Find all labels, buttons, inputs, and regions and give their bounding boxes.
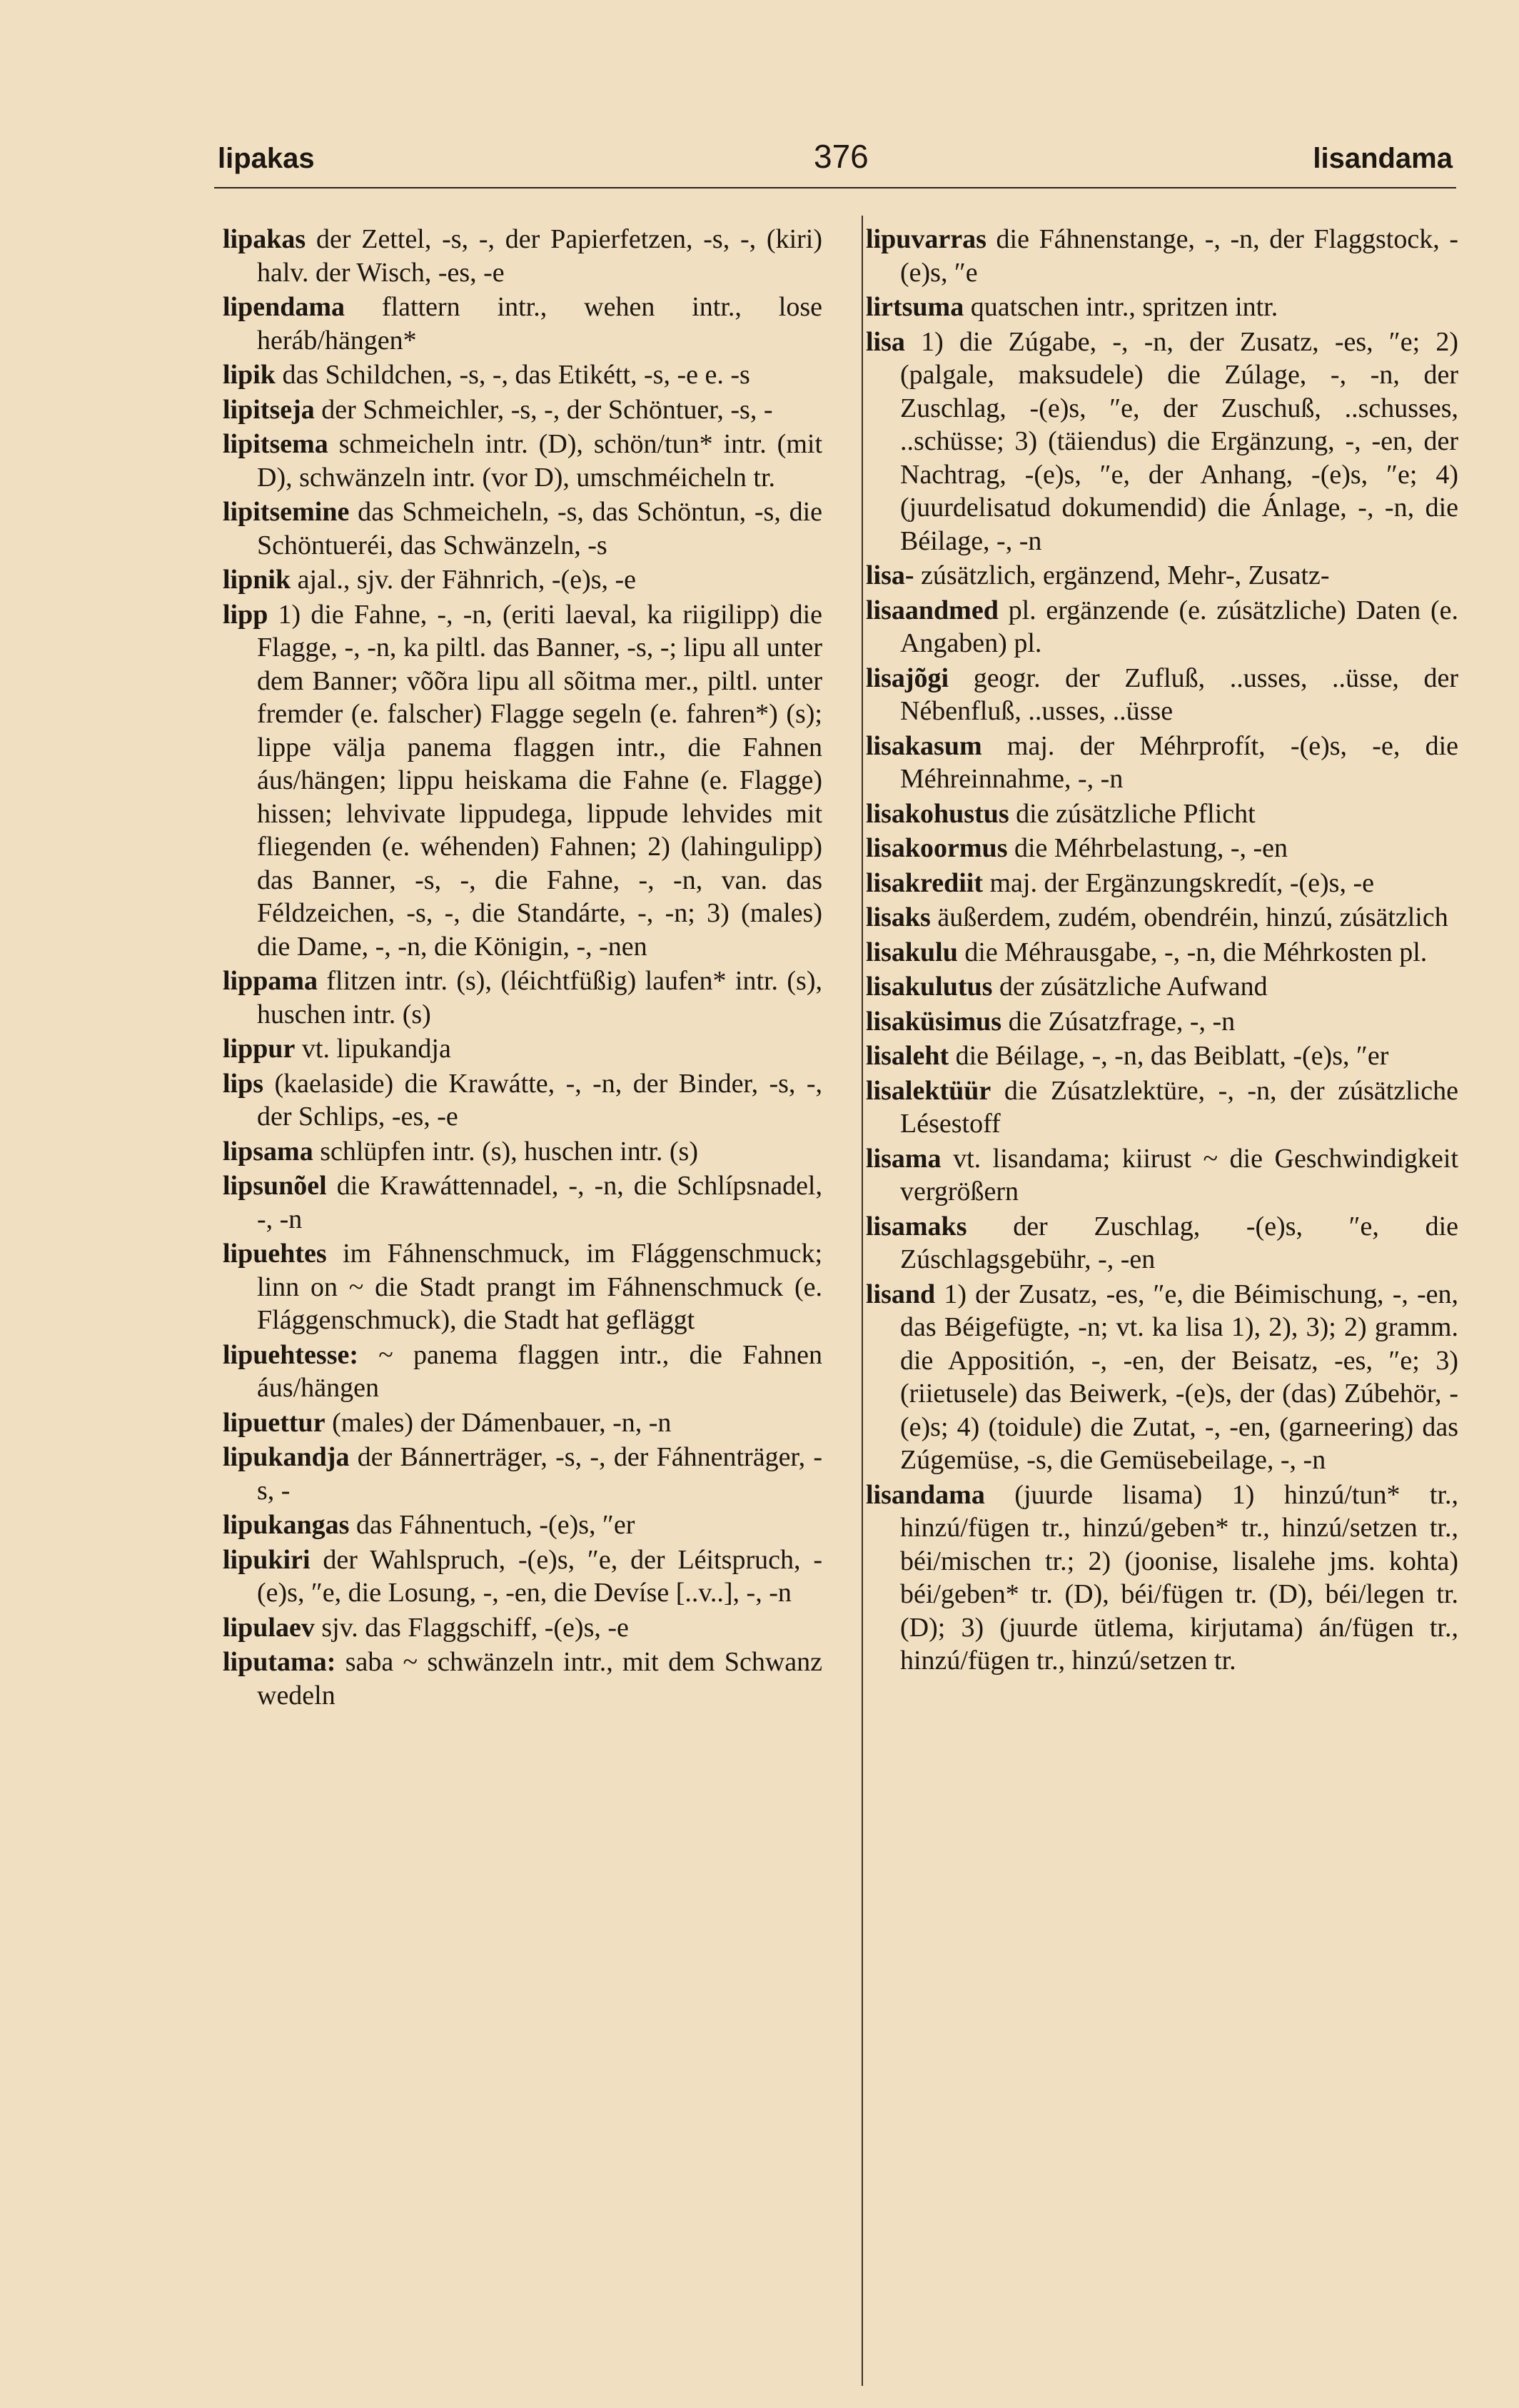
dictionary-entry (223, 563, 822, 597)
entry-definition: maj. der Méhrprofít, -(e)s, -e, die Méhreinnahme, -, -n (900, 730, 1459, 794)
entry-headword: lipsunõel (223, 1171, 327, 1201)
entry-definition: flitzen intr. (s), (léichtfüßig) laufen* intr. (s), huschen intr. (s) (257, 966, 823, 1029)
entry-definition: die Béilage, -, -n, das Beiblatt, -(e)s, ″er (955, 1041, 1389, 1071)
entry-headword: lipsama (223, 1136, 313, 1167)
dictionary-entry (866, 223, 1458, 289)
entry-headword: lisa (866, 326, 905, 357)
entry-definition: vt. lipukandja (301, 1034, 451, 1064)
entry-definition: schlüpfen intr. (s), huschen intr. (s) (320, 1136, 698, 1167)
entry-definition: der Bánnerträger, -s, -, der Fáhnenträger, -s, - (257, 1442, 823, 1506)
dictionary-entry (866, 326, 1458, 558)
entry-headword: lisakoormus (866, 833, 1008, 863)
entry-definition: maj. der Ergänzungskredít, -(e)s, -e (989, 867, 1374, 898)
dictionary-entry (866, 730, 1458, 796)
dictionary-entry (223, 495, 822, 562)
right-column (866, 223, 1458, 1679)
entry-headword: lipuehtesse: (223, 1339, 358, 1370)
entry-headword: lipuvarras (866, 224, 986, 254)
entry-headword: lipnik (223, 565, 291, 595)
entry-headword: lipitseja (223, 394, 315, 425)
entry-definition: 1) die Fahne, -, -n, (eriti laeval, ka riigilipp) die Flagge, -, -n, ka piltl. das Banner, -s, -; lipu all unter dem Banner; võõra lipu all sõitma mer., piltl. unter fremder (e. falscher) Flagge segeln (e. fahren*) (s); lippe välja panema flaggen intr., die Fahnen áus/hängen; lippu heiskama die Fahne (e. Flagge) hissen; lehvivate lippudega, lippude lehvides mit fliegenden (e. wéhenden) Fahnen; 2) (lahingulipp) das Banner, -s, -, die Fahne, -, -n, van. das Féldzeichen, -s, -, die Standárte, -, -n; 3) (males) die Dame, -, -n, die Königin, -, -nen (257, 599, 822, 962)
entry-definition: 1) der Zusatz, -es, ″e, die Béimischung, -, -en, das Béigefügte, -n; vt. ka lisa 1), 2), 3); 2) gramm. die Appositión, -, -en, der Beisatz, -es, ″e; 3) (riietusele) das Beiwerk, -(e)s, der (das) Zúbehör, -(e)s; 4) (toidule) die Zutat, -, -en, (garneering) das Zúgemüse, -s, die Gemüsebeilage, -, -n (900, 1279, 1459, 1475)
entry-headword: lipuettur (223, 1407, 326, 1438)
entry-definition: der Schmeichler, -s, -, der Schöntuer, -s, - (321, 394, 773, 425)
entry-definition: 1) die Zúgabe, -, -n, der Zusatz, -es, ″e; 2) (palgale, maksudele) die Zúlage, -, -n, der Zuschlag, -(e)s, ″e, der Zuschuß, ..schusses, ..schüsse; 3) (täiendus) die Ergänzung, -, -en, der Nachtrag, -(e)s, ″e, der Anhang, -(e)s, ″e; 4) (juurdelisatud dokumendid) die Ánlage, -, -n, die Béilage, -, -n (900, 326, 1459, 556)
entry-headword: lips (223, 1068, 264, 1099)
dictionary-entry (866, 1278, 1458, 1477)
dictionary-entry (866, 1478, 1458, 1678)
entry-headword: lipukandja (223, 1442, 350, 1472)
entry-headword: lisamaks (866, 1211, 967, 1241)
entry-headword: lisaküsimus (866, 1006, 1002, 1037)
dictionary-entry (866, 936, 1458, 969)
header-left-guide-word: lipakas (218, 143, 315, 174)
header-right-guide-word: lisandama (1313, 143, 1453, 174)
entry-headword: lisakulu (866, 937, 958, 967)
entry-definition: pl. ergänzende (e. zúsätzliche) Daten (e. Angaben) pl. (900, 595, 1458, 658)
entry-definition: flattern intr., wehen intr., lose heráb/hängen* (257, 292, 822, 356)
dictionary-entry (223, 1169, 822, 1236)
dictionary-entry (223, 1441, 822, 1507)
entry-definition: die Zúsatzfrage, -, -n (1008, 1006, 1236, 1037)
entry-headword: lipuehtes (223, 1239, 327, 1269)
dictionary-entry (866, 1005, 1458, 1039)
entry-definition: die zúsätzliche Pflicht (1016, 798, 1256, 829)
page-number: 376 (814, 138, 869, 175)
entry-definition: die Méhrausgabe, -, -n, die Méhrkosten pl. (964, 937, 1428, 967)
entry-definition: ~ panema flaggen intr., die Fahnen áus/hängen (257, 1339, 823, 1403)
entry-definition: äußerdem, zudém, obendréin, hinzú, zúsätzlich (937, 902, 1448, 932)
dictionary-entry (223, 1611, 822, 1645)
entry-definition: quatschen intr., spritzen intr. (970, 292, 1278, 322)
dictionary-entry (223, 1646, 822, 1712)
dictionary-entry (866, 594, 1458, 660)
entry-definition: der Wahlspruch, -(e)s, ″e, der Léitspruch, -(e)s, ″e, die Losung, -, -en, die Devíse [..v..], -, -n (257, 1544, 822, 1608)
entry-headword: lisakrediit (866, 867, 983, 898)
entry-headword: lipakas (223, 224, 306, 254)
entry-headword: lirtsuma (866, 292, 964, 322)
entry-definition: geogr. der Zufluß, ..usses, ..üsse, der Nébenfluß, ..usses, ..üsse (900, 663, 1459, 726)
entry-headword: lisama (866, 1143, 942, 1174)
dictionary-entry (866, 559, 1458, 593)
entry-headword: lipitsema (223, 429, 328, 459)
entry-definition: der zúsätzliche Aufwand (999, 972, 1268, 1002)
dictionary-entry (866, 662, 1458, 728)
entry-headword: lipik (223, 360, 276, 390)
dictionary-entry (223, 1543, 822, 1610)
entry-headword: lippama (223, 966, 318, 996)
dictionary-entry (223, 598, 822, 964)
entry-definition: (juurde lisama) 1) hinzú/tun* tr., hinzú/fügen tr., hinzú/geben* tr., hinzú/setzen tr., béi/mischen tr.; 2) (joonise, lisalehe jms. kohta) béi/geben* tr. (D), béi/fügen tr. (D), béi/legen tr. (D); 3) (juurde ütlema, kirjutama) án/fügen tr., hinzú/fügen tr., hinzú/setzen tr. (900, 1479, 1459, 1676)
entry-headword: lippur (223, 1034, 296, 1064)
entry-headword: lisaks (866, 902, 931, 932)
entry-headword: lipulaev (223, 1612, 315, 1643)
dictionary-entry (866, 1074, 1458, 1141)
header-rule (214, 187, 1456, 188)
entry-headword: lisand (866, 1279, 936, 1309)
page-header (218, 138, 1456, 193)
entry-headword: lisakohustus (866, 798, 1009, 829)
dictionary-entry (866, 970, 1458, 1004)
entry-headword: lisakulutus (866, 972, 993, 1002)
dictionary-entry (223, 1067, 822, 1134)
column-divider (862, 216, 863, 2386)
dictionary-entry (223, 428, 822, 494)
entry-definition: im Fáhnenschmuck, im Flággenschmuck; linn on ~ die Stadt prangt im Fáhnenschmuck (e. Flággenschmuck), die Stadt hat gefläggt (257, 1239, 822, 1335)
entry-definition: die Zúsatzlektüre, -, -n, der zúsätzliche Lésestoff (900, 1075, 1459, 1139)
entry-headword: lisandama (866, 1479, 985, 1510)
entry-definition: saba ~ schwänzeln intr., mit dem Schwanz wedeln (257, 1647, 823, 1711)
entry-headword: lisajõgi (866, 663, 949, 693)
entry-headword: lisakasum (866, 730, 982, 761)
left-column (223, 223, 822, 1713)
entry-definition: die Krawáttennadel, -, -n, die Schlípsnadel, -, -n (257, 1171, 822, 1234)
entry-headword: lisalektüür (866, 1075, 991, 1106)
dictionary-entry (223, 358, 822, 392)
entry-headword: lipukangas (223, 1510, 350, 1540)
entry-headword: liputama: (223, 1647, 336, 1677)
entry-definition: sjv. das Flaggschiff, -(e)s, -e (321, 1612, 629, 1643)
entry-definition: das Schildchen, -s, -, das Etikétt, -s, -e e. -s (282, 360, 750, 390)
dictionary-entry (223, 1135, 822, 1169)
entry-headword: lipitsemine (223, 497, 350, 527)
dictionary-entry (866, 867, 1458, 900)
entry-definition: die Fáhnenstange, -, -n, der Flaggstock, -(e)s, ″e (900, 224, 1458, 288)
entry-definition: zúsätzlich, ergänzend, Mehr-, Zusatz- (921, 560, 1330, 590)
dictionary-entry (866, 832, 1458, 865)
dictionary-entry (223, 1508, 822, 1542)
entry-definition: die Méhrbelastung, -, -en (1014, 833, 1288, 863)
dictionary-entry (866, 1142, 1458, 1209)
dictionary-entry (223, 1339, 822, 1405)
dictionary-entry (866, 797, 1458, 831)
entry-definition: das Schmeicheln, -s, das Schöntun, -s, die Schöntueréi, das Schwänzeln, -s (257, 497, 822, 560)
entry-headword: lisaleht (866, 1041, 949, 1071)
dictionary-entry (223, 1406, 822, 1440)
entry-definition: (kaelaside) die Krawátte, -, -n, der Binder, -s, -, der Schlips, -es, -e (257, 1068, 822, 1132)
entry-definition: der Zuschlag, -(e)s, ″e, die Zúschlagsgebühr, -, -en (900, 1211, 1459, 1274)
dictionary-entry (223, 393, 822, 427)
dictionary-entry (223, 291, 822, 357)
dictionary-entry (223, 1032, 822, 1066)
entry-definition: das Fáhnentuch, -(e)s, ″er (355, 1510, 635, 1540)
entry-headword: lisaandmed (866, 595, 999, 625)
entry-headword: lipendama (223, 292, 345, 322)
entry-definition: (males) der Dámenbauer, -n, -n (332, 1407, 672, 1438)
entry-definition: schmeicheln intr. (D), schön/tun* intr. (mit D), schwänzeln intr. (vor D), umschméicheln tr. (257, 429, 822, 493)
dictionary-entry (866, 291, 1458, 324)
dictionary-entry (223, 964, 822, 1031)
dictionary-entry (866, 901, 1458, 935)
entry-headword: lipukiri (223, 1544, 311, 1575)
entry-definition: vt. lisandama; kiirust ~ die Geschwindigkeit vergrößern (900, 1143, 1458, 1206)
entry-definition: ajal., sjv. der Fähnrich, -(e)s, -e (297, 565, 637, 595)
entry-headword: lisa- (866, 560, 914, 590)
dictionary-entry (866, 1210, 1458, 1276)
dictionary-entry (866, 1039, 1458, 1073)
entry-definition: der Zettel, -s, -, der Papierfetzen, -s, -, (kiri) halv. der Wisch, -es, -e (257, 224, 822, 288)
entry-headword: lipp (223, 599, 268, 630)
dictionary-entry (223, 1237, 822, 1337)
dictionary-entry (223, 223, 822, 289)
